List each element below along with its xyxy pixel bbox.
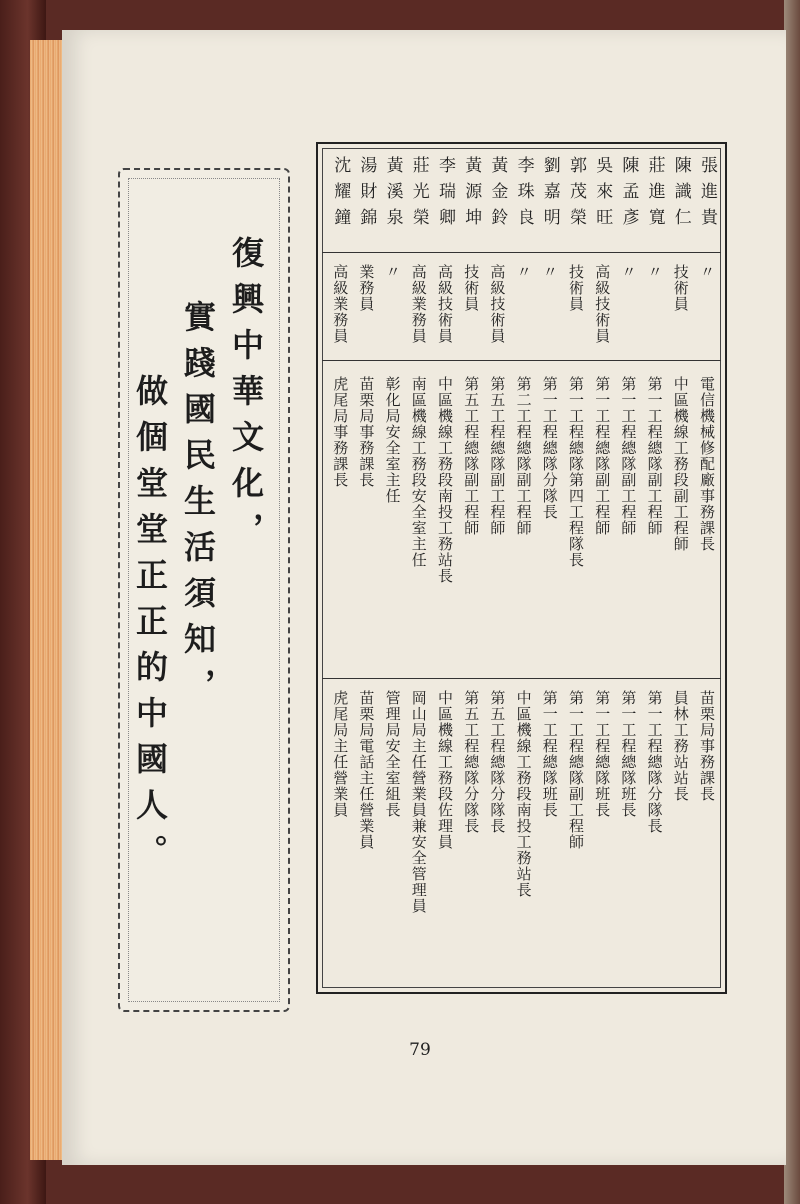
table-cell-position: 中區機線工務段副工程師	[671, 376, 690, 552]
table-cell-previous: 虎尾局主任營業員	[331, 690, 350, 818]
table-cell-position: 第一工程總隊副工程師	[619, 376, 638, 536]
page-number: 79	[409, 1040, 431, 1060]
table-cell-name: 劉嘉明	[539, 156, 560, 234]
table-cell-title: 業務員	[357, 264, 376, 312]
slogan-line-1: 復興中華文化，	[227, 236, 265, 558]
table-cell-title: 高級業務員	[331, 264, 350, 344]
table-cell-position: 虎尾局事務課長	[331, 376, 350, 488]
table-divider-name	[322, 252, 721, 253]
table-cell-title: 高級技術員	[436, 264, 454, 344]
table-cell-name: 沈耀鐘	[330, 156, 351, 234]
table-cell-name: 黃金鈴	[487, 156, 508, 234]
table-cell-previous: 第五工程總隊分隊長	[488, 690, 507, 834]
table-cell-title: 〃	[645, 264, 664, 280]
table-cell-previous: 管理局安全室組長	[383, 690, 402, 818]
table-cell-name: 郭茂榮	[566, 156, 586, 234]
table-cell-previous: 第一工程總隊班長	[540, 690, 559, 818]
table-cell-name: 吳來旺	[592, 156, 613, 234]
table-cell-title: 〃	[698, 264, 716, 280]
table-cell-previous: 中區機線工務段佐理員	[436, 690, 454, 850]
table-cell-title: 技術員	[462, 264, 481, 312]
table-cell-previous: 第一工程總隊班長	[593, 690, 612, 818]
table-cell-title: 高級技術員	[488, 264, 507, 344]
table-cell-position: 第五工程總隊副工程師	[488, 376, 507, 536]
table-cell-title: 〃	[383, 264, 402, 280]
table-cell-title: 高級技術員	[593, 264, 612, 344]
table-cell-previous: 第一工程總隊副工程師	[567, 690, 585, 850]
table-cell-position: 彰化局安全室主任	[383, 376, 402, 504]
table-cell-previous: 中區機線工務段南投工務站長	[514, 690, 533, 898]
table-cell-name: 湯財錦	[356, 156, 377, 234]
table-cell-title: 高級業務員	[409, 264, 428, 344]
table-cell-name: 黃源坤	[461, 156, 482, 234]
table-cell-previous: 第一工程總隊分隊長	[645, 690, 664, 834]
table-cell-previous: 苗栗局事務課長	[698, 690, 716, 802]
table-cell-title: 〃	[514, 264, 533, 280]
table-cell-title: 〃	[619, 264, 638, 280]
table-cell-name: 李瑞卿	[435, 156, 455, 234]
table-cell-previous: 岡山局主任營業員兼安全管理員	[409, 690, 428, 914]
table-cell-name: 莊光榮	[408, 156, 429, 234]
table-cell-previous: 第五工程總隊分隊長	[462, 690, 481, 834]
slogan-line-3: 做個堂堂正正的中國人。	[131, 374, 169, 880]
table-cell-position: 苗栗局事務課長	[357, 376, 376, 488]
table-cell-position: 第二工程總隊副工程師	[514, 376, 533, 536]
table-cell-position: 第一工程總隊副工程師	[593, 376, 612, 536]
table-cell-name: 張進貴	[697, 156, 717, 234]
table-cell-position: 第一工程總隊分隊長	[540, 376, 559, 520]
table-cell-position: 第一工程總隊副工程師	[645, 376, 664, 536]
table-cell-name: 黃溪泉	[382, 156, 403, 234]
table-cell-position: 第五工程總隊副工程師	[462, 376, 481, 536]
table-cell-previous: 第一工程總隊班長	[619, 690, 638, 818]
personnel-table	[316, 142, 727, 994]
table-cell-name: 李珠良	[513, 156, 534, 234]
table-divider-position	[322, 678, 721, 679]
table-cell-name: 陳識仁	[670, 156, 691, 234]
table-cell-title: 〃	[540, 264, 559, 280]
slogan-line-2: 實踐國民生活須知，	[179, 300, 217, 714]
table-cell-position: 中區機線工務段南投工務站長	[436, 376, 454, 584]
table-cell-previous: 員林工務站站長	[671, 690, 690, 802]
table-cell-title: 技術員	[671, 264, 690, 312]
table-cell-title: 技術員	[567, 264, 585, 312]
table-cell-name: 莊進寬	[644, 156, 665, 234]
right-binding	[784, 0, 800, 1204]
table-cell-position: 電信機械修配廠事務課長	[698, 376, 716, 552]
table-cell-previous: 苗栗局電話主任營業員	[357, 690, 376, 850]
table-cell-name: 陳孟彥	[618, 156, 639, 234]
table-cell-position: 南區機線工務段安全室主任	[409, 376, 428, 568]
table-divider-title	[322, 360, 721, 361]
table-cell-position: 第一工程總隊第四工程隊長	[567, 376, 585, 568]
